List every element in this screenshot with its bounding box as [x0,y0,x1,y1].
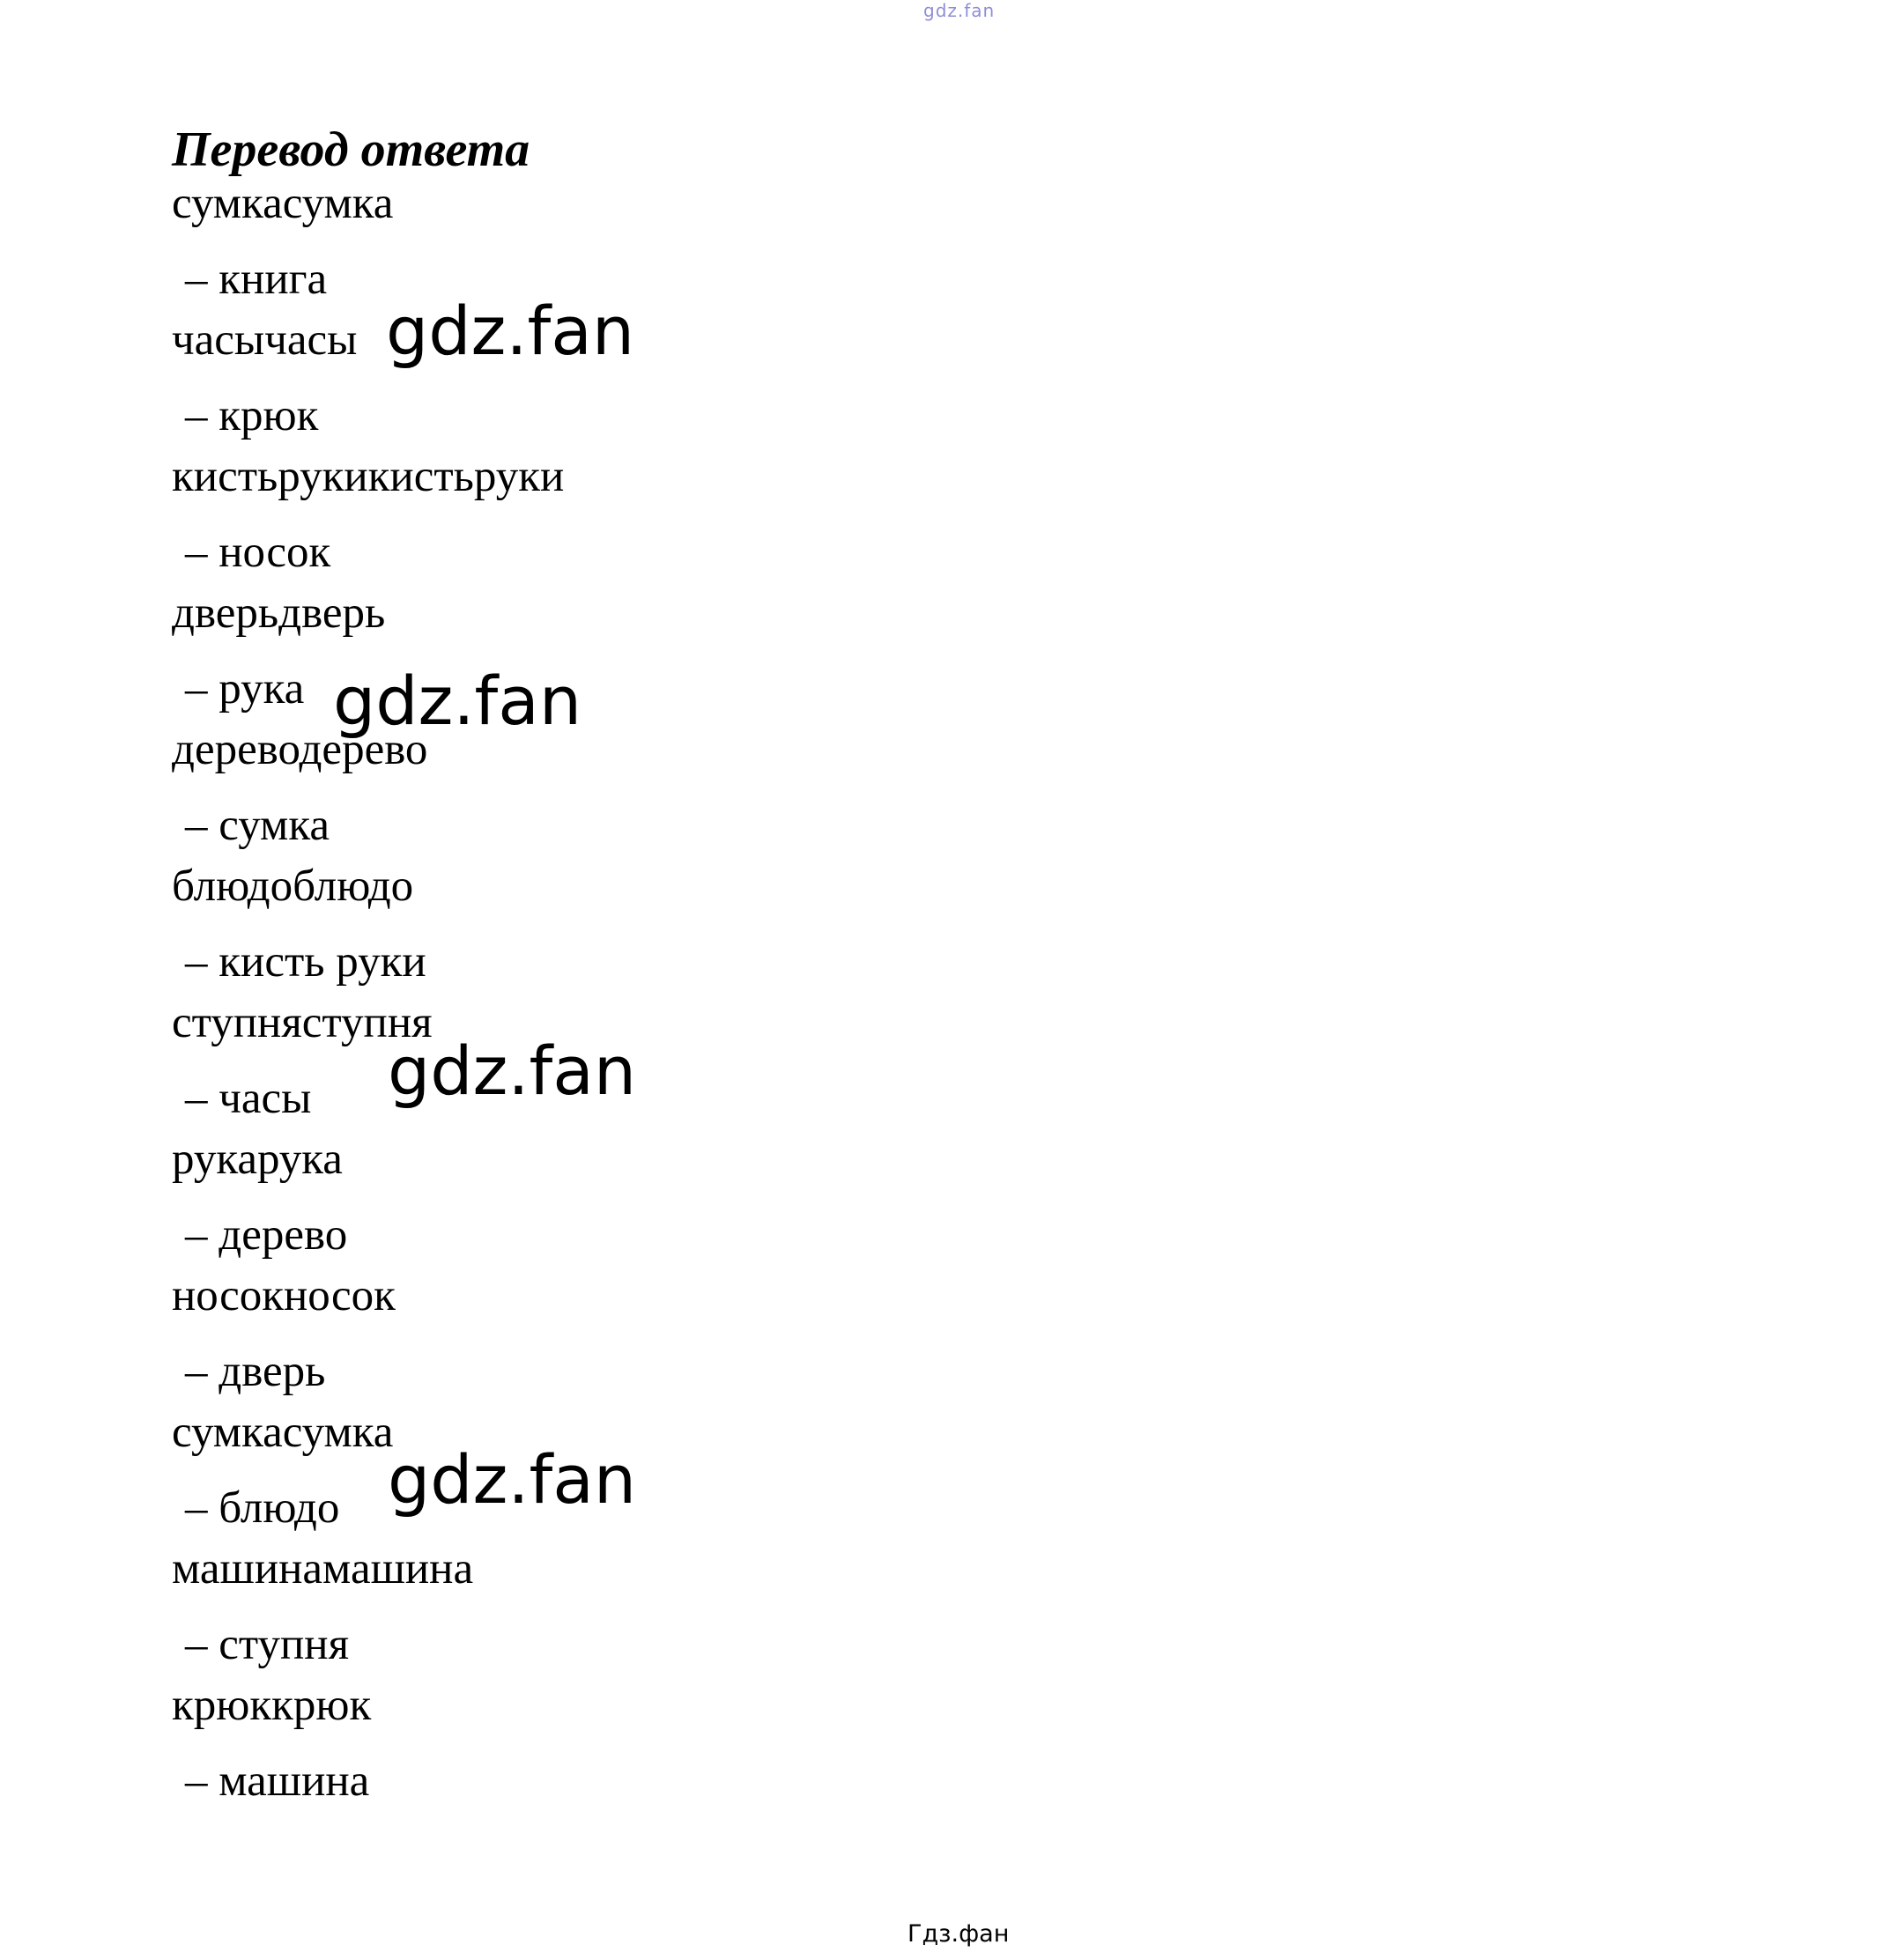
list-item [172,856,965,993]
document-content [172,119,965,1812]
watermark: gdz.fan [333,662,582,740]
page-title: Перевод ответа [172,122,530,177]
translation-word: – дверь [185,1347,326,1396]
footer-watermark: Гдз.фан [908,1920,1010,1948]
list-item [172,720,965,856]
list-item [172,1539,965,1675]
source-word: крюккрюк [172,1681,372,1730]
translation-word: – крюк [185,391,319,440]
translation-word: – дерево [185,1210,348,1260]
source-word: блюдоблюдо [172,861,414,911]
source-word: кистьрукикистьруки [172,452,565,501]
list-item [172,447,965,583]
source-word: дверьдверь [172,588,386,638]
translation-word: – ступня [185,1620,350,1669]
source-word: рукарука [172,1135,343,1184]
translation-word: – сумка [185,801,330,850]
header-watermark: gdz.fan [923,0,996,21]
source-word: часычасы [172,315,358,365]
watermark: gdz.fan [386,292,635,370]
translation-word: – блюдо [185,1483,340,1533]
source-word: дереводерево [172,725,428,774]
translation-word: – машина [185,1756,370,1806]
watermark: gdz.fan [388,1440,637,1519]
source-word: носокносок [172,1271,396,1320]
translation-word: – носок [185,528,331,577]
translation-word: – рука [185,664,305,714]
source-word: ступняступня [172,998,433,1047]
translation-word: – книга [185,255,328,304]
list-item [172,174,965,310]
list-item [172,1266,965,1402]
source-word: сумкасумка [172,179,394,228]
translation-word: – кисть руки [185,937,426,987]
source-word: сумкасумка [172,1408,394,1457]
list-item [172,1675,965,1812]
list-item [172,1129,965,1266]
translation-word: – часы [185,1074,312,1123]
watermark: gdz.fan [388,1031,637,1110]
source-word: машинамашина [172,1544,474,1593]
